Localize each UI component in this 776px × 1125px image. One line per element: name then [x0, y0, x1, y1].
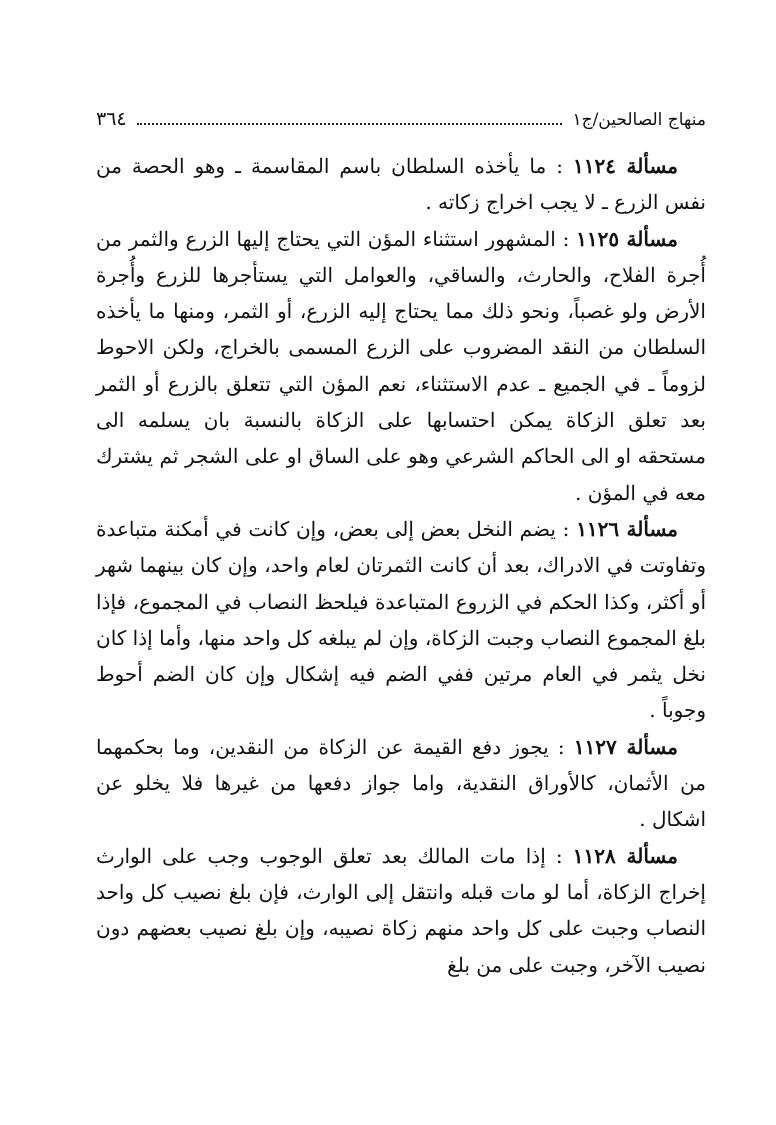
issue-label: مسألة ١١٢٤ [572, 154, 679, 178]
issue-label: مسألة ١١٢٧ [573, 734, 678, 759]
issue-1126 [96, 511, 706, 729]
issue-label: مسألة ١١٢٦ [576, 516, 678, 541]
issue-1127 [96, 729, 706, 838]
issue-text: : المشهور استثناء المؤن التي يحتاج إليها الزرع والثمر من أُجرة الفلاح، والحارث، والساقي، والعوامل التي يستأجرها للزرع وأُجرة الأرض ولو غصباً، ونحو ذلك مما يحتاج إليه الزرع، أو الثمر، ومنها ما يأخذه السلطان من النقد المضروب على الزرع المسمى بالخراج، ولكن الاحوط لزوماً ـ في الجميع ـ عدم الاستثناء، نعم المؤن التي تتعلق بالزرع أو الثمر بعد تعلق الزكاة يمكن احتسابها على الزكاة بالنسبة بان يسلمه الى مستحقه او الى الحاكم الشرعي وهو على الساق او على الشجر ثم يشترك معه في المؤن . [96, 226, 706, 505]
issue-1128 [96, 838, 706, 983]
issue-text: : إذا مات المالك بعد تعلق الوجوب وجب على الوارث إخراج الزكاة، أما لو مات قبله وانتقل إلى الوارث، فإن بلغ نصيب كل واحد النصاب وجبت على كل واحد منهم زكاة نصيبه، وإن بلغ نصيب بعضهم دون نصيب الآخر، وجبت على من بلغ [96, 843, 706, 977]
issue-label: مسألة ١١٢٨ [572, 843, 678, 868]
issue-1125 [96, 221, 706, 511]
book-title: منهاج الصالحين/ج١ [572, 110, 706, 130]
running-header [96, 108, 706, 148]
page-number: ٣٦٤ [96, 108, 127, 130]
issue-text: : ما يأخذه السلطان باسم المقاسمة ـ وهو الحصة من نفس الزرع ـ لا يجب اخراج زكاته . [96, 154, 706, 215]
issue-1124 [96, 148, 706, 221]
document-page [96, 108, 706, 983]
issue-text: : يجوز دفع القيمة عن الزكاة من النقدين، وما بحكمهما من الأثمان، كالأوراق النقدية، واما جواز دفعها من غيرها فلا يخلو عن اشكال . [96, 734, 706, 832]
issue-label: مسألة ١١٢٥ [576, 226, 678, 251]
issue-text: : يضم النخل بعض إلى بعض، وإن كانت في أمكنة متباعدة وتفاوتت في الادراك، بعد أن كانت الثمرتان لعام واحد، وإن كان بينهما شهر أو أكثر، وكذا الحكم في الزروع المتباعدة فيلحظ النصاب في المجموع، فإذا بلغ المجموع النصاب وجبت الزكاة، وإن لم يبلغه كل واحد منها، وأما إذا كان نخل يثمر في العام مرتين ففي الضم فيه إشكال وإن كان الضم أحوط وجوباً . [96, 516, 706, 723]
header-dot-leader [137, 122, 563, 125]
